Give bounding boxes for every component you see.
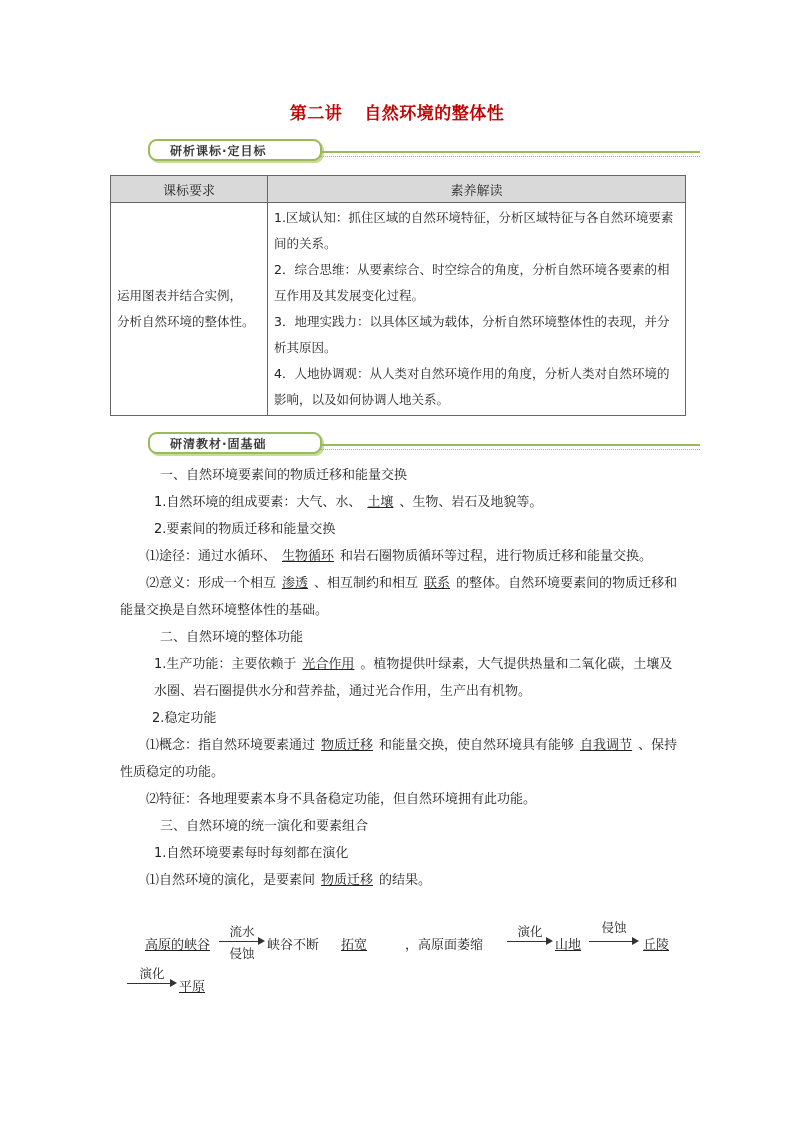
paragraph: 1.生产功能：主要依赖于 光合作用 。植物提供叶绿素，大气提供热量和二氧化碳，土壤及水圈、岩石圈提供水分和营养盐，通过光合作用，生产出有机物。 — [154, 657, 673, 699]
chain-arrow: 演化 — [507, 924, 553, 958]
chain-arrow: 流水 侵蚀 — [219, 924, 265, 958]
arrow-icon — [632, 937, 639, 945]
content-body — [120, 462, 680, 894]
banner-label: 研清教材·固基础 — [170, 437, 267, 451]
chain-node-plateau-gorge: 高原的峡谷 — [145, 938, 211, 953]
fill-blank: 自我调节 — [580, 738, 633, 753]
fill-blank: 光合作用 — [302, 657, 355, 672]
section-banner-curriculum — [148, 139, 700, 161]
curriculum-table — [110, 175, 686, 416]
arrow-icon — [170, 979, 177, 987]
paragraph: ⑴概念：指自然环境要素通过 物质迁移 和能量交换，使自然环境具有能够 自我调节 、保持性质稳定的功能。 — [120, 738, 678, 780]
requirement-cell: 运用图表并结合实例， 分析自然环境的整体性。 — [111, 203, 268, 416]
section-heading: 三、自然环境的统一演化和要素组合 — [160, 819, 369, 834]
paragraph: 2.要素间的物质迁移和能量交换 — [154, 522, 336, 537]
section-heading: 一、自然环境要素间的物质迁移和能量交换 — [160, 468, 408, 483]
chain-text: 峡谷不断 — [267, 938, 320, 953]
page-title — [0, 99, 794, 124]
fill-blank: 生物循环 — [282, 549, 335, 564]
arrow-icon — [546, 937, 553, 945]
chain-arrow: 侵蚀 — [589, 920, 639, 954]
paragraph: ⑴自然环境的演化，是要素间 物质迁移 的结果。 — [146, 873, 432, 888]
banner-divider — [320, 151, 700, 157]
paragraph: ⑵特征：各地理要素本身不具备稳定功能，但自然环境拥有此功能。 — [146, 792, 537, 807]
paragraph: ⑵意义：形成一个相互 渗透 、相互制约和相互 联系 的整体。自然环境要素间的物质迁移和能量交换是自然环境整体性的基础。 — [120, 576, 678, 618]
interpretation-item: 1.区域认知：抓住区域的自然环境特征，分析区域特征与各自然环境要素间的关系。 — [274, 210, 674, 251]
table-header-interpretation: 素养解读 — [268, 176, 686, 203]
chain-arrow: 演化 — [127, 966, 177, 1000]
fill-blank: 拓宽 — [341, 938, 368, 953]
paragraph: 1.自然环境要素每时每刻都在演化 — [154, 846, 349, 861]
table-header-requirement: 课标要求 — [111, 176, 268, 203]
fill-blank: 土壤 — [367, 495, 394, 510]
fill-blank: 物质迁移 — [321, 873, 374, 888]
paragraph: ⑴途径：通过水循环、 生物循环 和岩石圈物质循环等过程，进行物质迁移和能量交换。 — [146, 549, 653, 564]
title-topic: 自然环境的整体性 — [364, 104, 505, 124]
chain-node-plain: 平原 — [179, 980, 206, 995]
chain-node-hills: 丘陵 — [643, 938, 670, 953]
chain-node-mountain: 山地 — [555, 938, 582, 953]
arrow-icon — [258, 937, 265, 945]
fill-blank: 渗透 — [282, 576, 309, 591]
interpretation-cell — [268, 203, 686, 416]
interpretation-item: 2．综合思维：从要素综合、时空综合的角度，分析自然环境各要素的相互作用及其发展变化过程。 — [274, 262, 670, 303]
section-heading: 二、自然环境的整体功能 — [160, 630, 304, 645]
interpretation-item: 3．地理实践力：以具体区域为载体，分析自然环境整体性的表现，并分析其原因。 — [274, 314, 670, 355]
title-lecture-number: 第二讲 — [289, 104, 343, 124]
fill-blank: 联系 — [424, 576, 451, 591]
interpretation-item: 4．人地协调观：从人类对自然环境作用的角度，分析人类对自然环境的影响，以及如何协调人地关系。 — [274, 366, 670, 407]
fill-blank: 物质迁移 — [321, 738, 374, 753]
section-banner-textbook — [148, 432, 700, 454]
banner-divider — [320, 444, 700, 450]
chain-text: ，高原面萎缩 — [405, 938, 484, 953]
banner-label: 研析课标·定目标 — [170, 144, 267, 158]
paragraph: 2.稳定功能 — [152, 711, 217, 726]
paragraph: 1.自然环境的组成要素：大气、水、 土壤 、生物、岩石及地貌等。 — [154, 495, 543, 510]
